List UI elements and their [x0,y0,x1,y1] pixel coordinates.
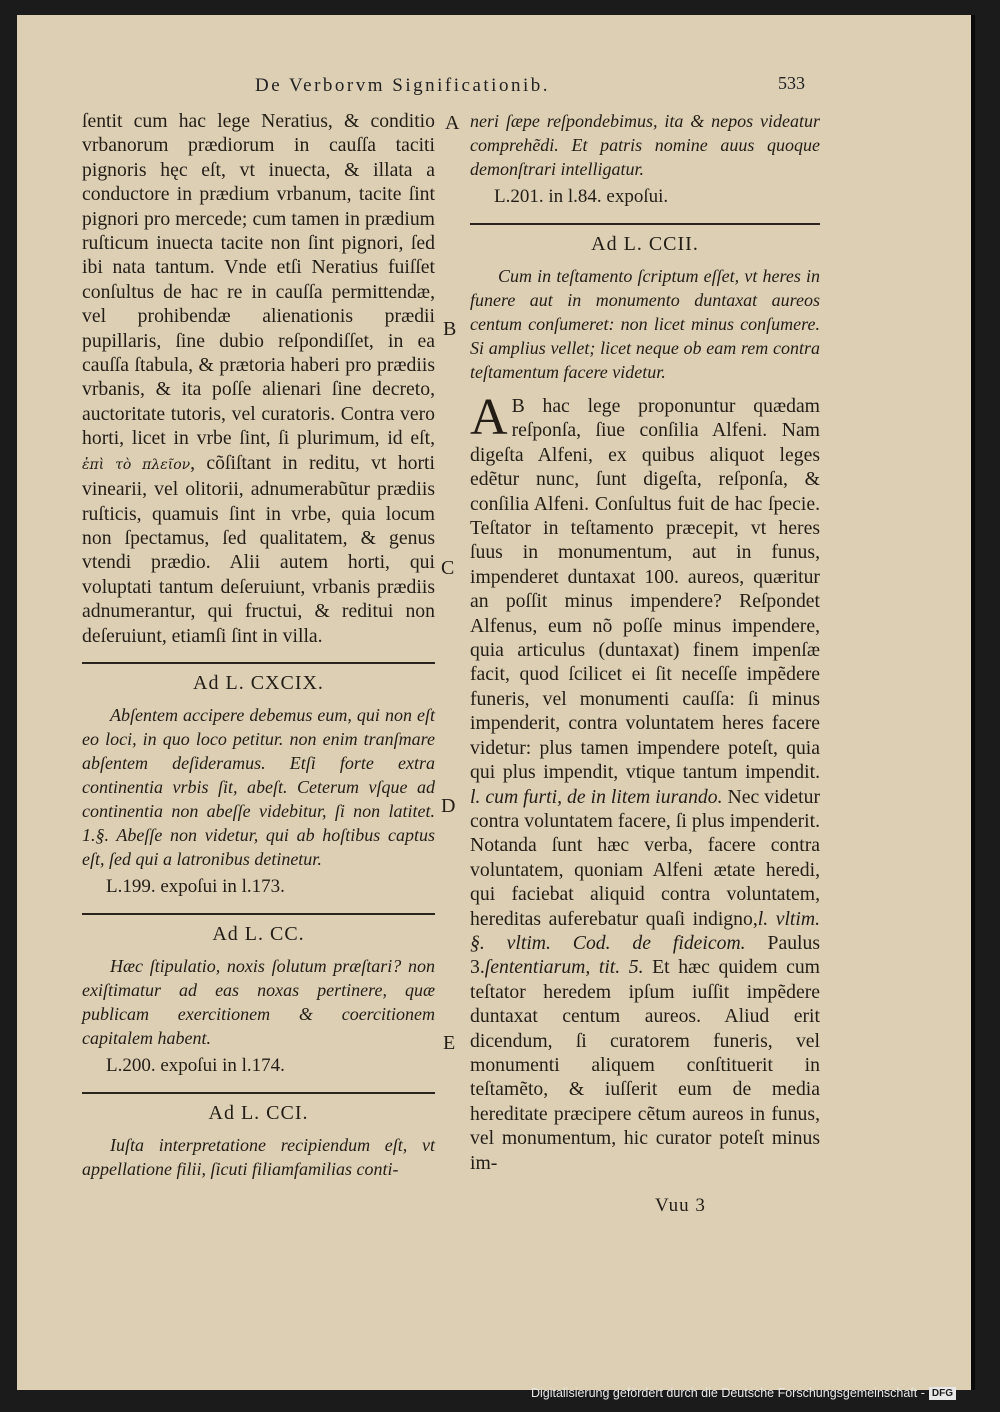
citation-2: l. vltim. §. vltim. Cod. de fideicom. [470,907,820,954]
section-heading-201: Ad L. CCI. [208,1101,309,1124]
dfg-logo: DFG [929,1387,956,1400]
citation-3: ſententiarum, tit. 5. [484,956,644,979]
left-opening-text: ſentit cum hac lege Neratius, & conditio vrbanorum prædiorum in cauſſa taciti pignoris hęc eſt, vt inuecta, & illata a conductore in prædium vrbanum, tacite ſint pignori pro mercede; cum tamen in prædium ruſticum inuecta tacite non ſint pignori, ſed ibi nata tantum. Vnde etſi Neratius fuiſſet conſultus de hac re in cauſſa permittendæ, vel prohibendæ alienationis prædii pupillaris, ſine dubio reſpondiſſet, in ea cauſſa ſtabula, & prætoria haberi pro prædiis vrbanis, & ita poſſe alienari ſine decreto, auctoritate tutoris, vel curatoris. Contra vero horti, licet in vrbe ſint, ſi plurimum, id eſt, [82,110,435,450]
law-text-200: Hæc ſtipulatio, noxis ſolutum præſtari? non exiſtimatur ad eas noxas pertinere, quæ publicam exercitionem & coercitionem capitalem habent. [82,955,435,1048]
reference-199: L.199. expoſui in l.173. [106,875,285,897]
left-opening-text-2: , cõſiſtant in reditu, vt horti vinearii, vel olitorii, adnumerabũtur prædiis ruſticis, quamuis ſint in vrbe, quia locum non ſpectamus, ſed qualitatem, & genus vtendi prædio. Alii autem horti, qui voluptati tantum deſeruiunt, vrbanis prædiis adnumerantur, qui fructui, & reditui non deſeruiunt, etiamſi ſint in villa. [82,451,435,647]
margin-letter-d: D [441,795,456,817]
law-text-199: Abſentem accipere debemus eum, qui non eſt eo loci, in quo loco petitur. non enim tranſmare abſentem deſideramus. Etſi forte extra continentia vrbis ſit, abeſt. Ceterum vſque ad continentia non abeſſe videbitur, ſi non latitet. 1.§. Abeſſe non videtur, qui ab hoſtibus captus eſt, ſed qui a latronibus detinetur. [82,704,435,869]
section-heading-199: Ad L. CXCIX. [193,671,324,694]
reference-200: L.200. expoſui in l.174. [106,1054,285,1076]
margin-letter-a: A [445,112,460,134]
page-number: 533 [778,73,805,93]
right-column [470,109,820,1175]
section-heading-202: Ad L. CCII. [591,233,699,255]
section-divider [82,662,435,664]
margin-letter-e: E [443,1032,456,1054]
left-column [82,109,435,1181]
footer-text: Digitalisierung gefördert durch die Deutsche Forschungsgemeinschaft - [530,1386,925,1400]
commentary-text-4: Et hæc quidem cum teſtator heredem ipſum iuſſit impẽdere duntaxat centum aureos. Aliud erit dicendum, ſi curatorem funeris, vel monumenti aliquem conſtituerit in teſtamẽto, & iuſſerit eum de media hereditate præcipere cẽtum aureos in funus, vel monumentum, hic curator poteſt minus im- [470,956,820,1174]
citation-1: l. cum furti, de in litem iurando. [470,785,723,808]
section-divider [82,1092,435,1094]
section-divider [470,223,820,225]
margin-letter-b: B [443,318,457,340]
running-head: De Verborvm Significationib. [255,75,550,96]
law-text-202: Cum in teſtamento ſcriptum eſſet, vt heres in funere aut in monumento duntaxat aureos centum conſumeret: non licet minus conſumere. Si amplius vellet; licet neque ob eam rem contra teſtamentum facere videtur. [470,266,820,382]
law-text-201: Iuſta interpretatione recipiendum eſt, vt appellatione filii, ſicuti filiamfamilias conti- [82,1134,435,1179]
commentary-paragraph [470,389,821,1175]
reference-201: L.201. in l.84. expoſui. [494,186,669,207]
law-text-201-continued: neri ſæpe reſpondebimus, ita & nepos videatur comprehẽdi. Et patris nomine auus quoque demonſtrari intelligatur. [470,111,820,179]
section-divider [82,913,435,915]
signature-mark: Vuu 3 [655,1195,706,1216]
commentary-text: B hac lege proponuntur quædam reſponſa, ſiue conſilia Alfeni. Nam digeſta Alfeni, ex quibus aliquot leges edẽtur nunc, ſunt digeſta, reſponſa, & conſilia Alfeni. Conſultus fuit de hac ſpecie. Teſtator in teſtamento præcepit, vt heres ſuus in monumentum, aut in funus, impenderet duntaxat 100. aureos, quæritur an poſſit minus impendere? Reſpondet Alfenus, eum nõ poſſe minus impendere, quia articulus (duntaxat) finem impenſæ facit, quod ſcilicet ei ſit neceſſe impẽdere funeris, vel monumenti cauſſa: ſi minus impenderit, contra voluntatem heres facere videtur: plus tamen impendere poteſt, quia qui plus impendit, vtique tantum impendit. [470,395,820,784]
commentary-text-2: Nec videtur contra voluntatem facere, ſi plus impenderit. Notanda ſunt hæc verba, facere contra voluntatem, quoniam Alfeni ætate heredi, qui faciebat aliquid contra voluntatem, hereditas auferebatur quaſi indigno, [470,785,821,930]
commentary-text-3: Paulus 3. [470,931,821,979]
greek-phrase: ἐπὶ τὸ πλεῖον [82,456,191,473]
margin-letter-c: C [441,557,455,579]
drop-cap: A [470,389,508,446]
section-heading-200: Ad L. CC. [212,922,305,945]
digitization-footer [531,1386,956,1400]
left-opening-paragraph [82,109,435,648]
